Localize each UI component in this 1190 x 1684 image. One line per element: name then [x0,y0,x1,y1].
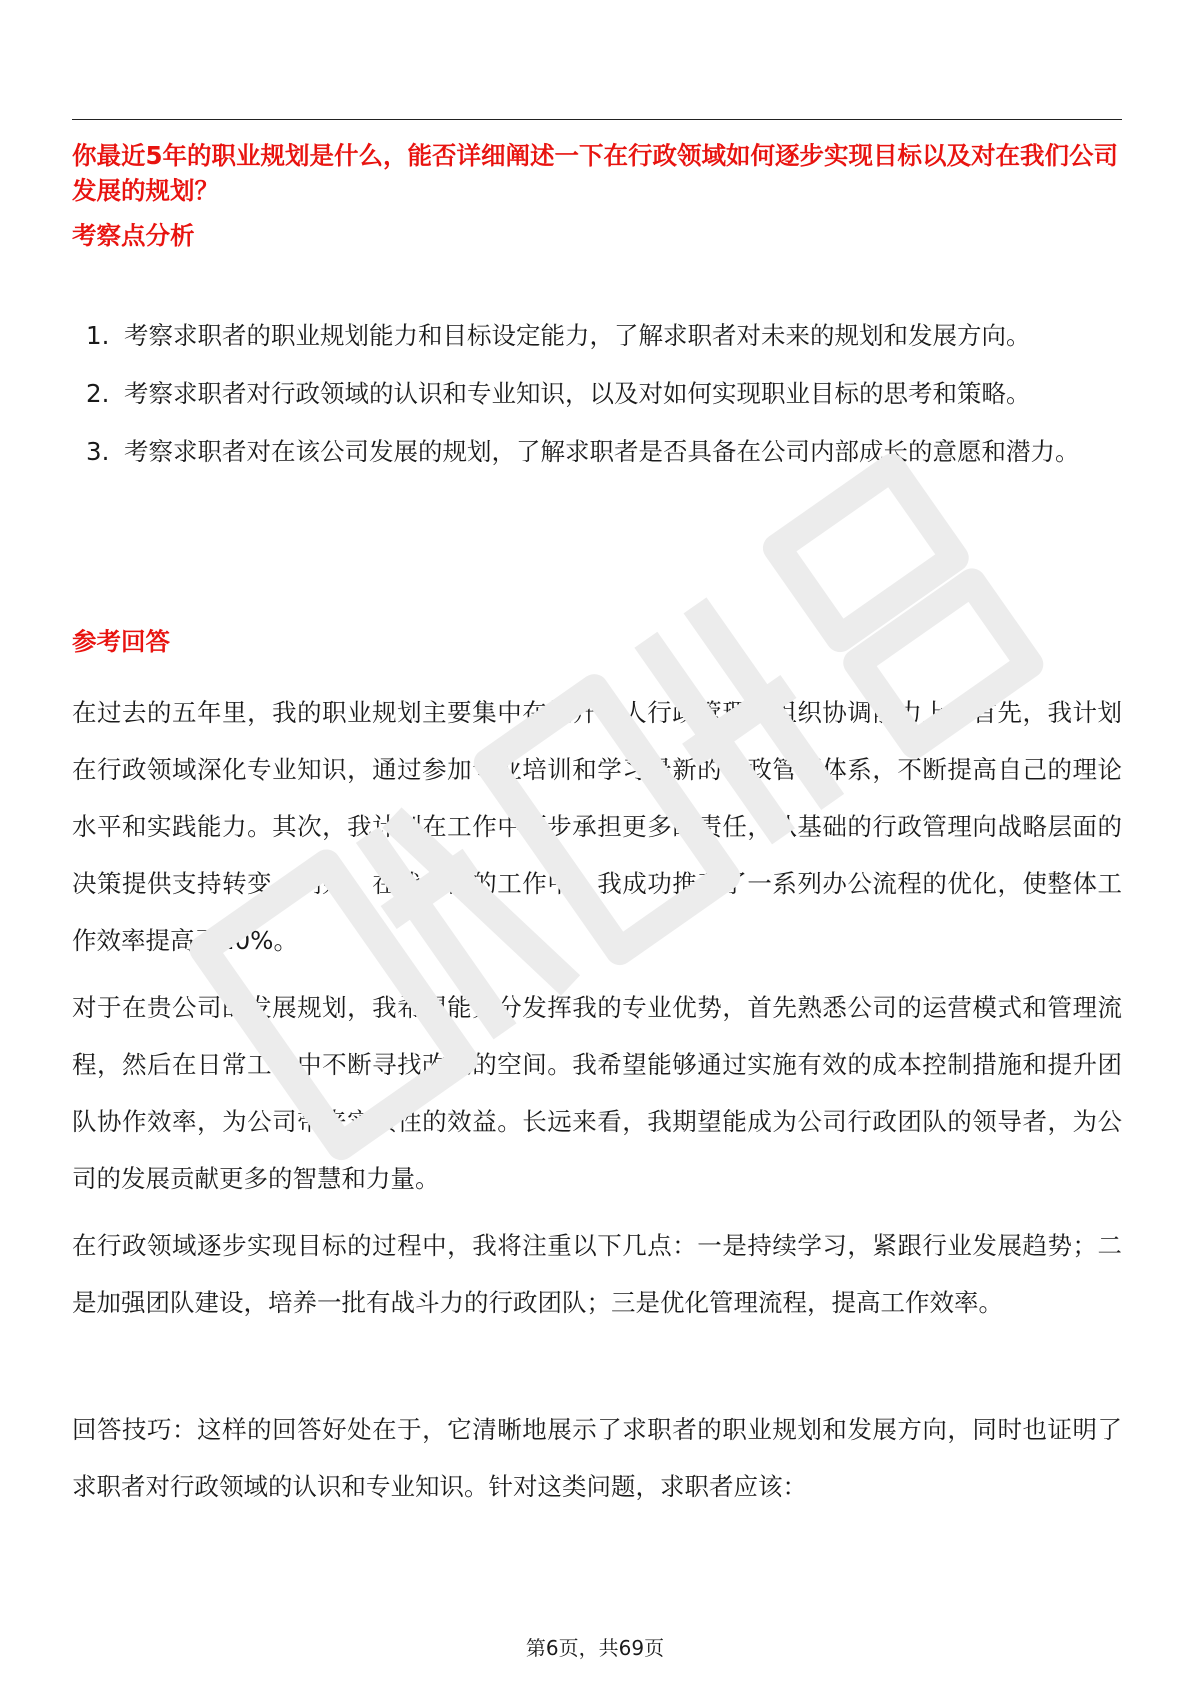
tips-paragraph: 回答技巧：这样的回答好处在于，它清晰地展示了求职者的职业规划和发展方向，同时也证明了求职者对行政领域的认识和专业知识。针对这类问题，求职者应该： [72,1415,1122,1501]
document-page [72,0,1122,1684]
analysis-item [72,307,1122,365]
item-text: 考察求职者对在该公司发展的规划，了解求职者是否具备在公司内部成长的意愿和潜力。 [124,437,1080,466]
answer-paragraph: 在过去的五年里，我的职业规划主要集中在提升个人行政管理和组织协调能力上。首先，我计划在行政领域深化专业知识，通过参加专业培训和学习最新的行政管理体系，不断提高自己的理论水平和实践能力。其次，我计划在工作中逐步承担更多的责任，从基础的行政管理向战略层面的决策提供支持转变。例如，在我之前的工作中，我成功推动了一系列办公流程的优化，使整体工作效率提高了20%。 [72,698,1122,955]
item-number: 3. [86,437,110,466]
answer-paragraph: 在行政领域逐步实现目标的过程中，我将注重以下几点：一是持续学习，紧跟行业发展趋势；二是加强团队建设，培养一批有战斗力的行政团队；三是优化管理流程，提高工作效率。 [72,1231,1122,1317]
page-footer: 第6页，共69页 [525,1636,665,1660]
top-divider [72,119,1122,120]
answer-heading: 参考回答 [72,627,170,656]
item-text: 考察求职者的职业规划能力和目标设定能力，了解求职者对未来的规划和发展方向。 [124,321,1031,350]
analysis-item [72,423,1122,481]
interview-question: 你最近5年的职业规划是什么，能否详细阐述一下在行政领域如何逐步实现目标以及对在我们公司发展的规划？ [72,141,1119,205]
item-text: 考察求职者对行政领域的认识和专业知识，以及对如何实现职业目标的思考和策略。 [124,379,1031,408]
answer-paragraph: 对于在贵公司的发展规划，我希望能充分发挥我的专业优势，首先熟悉公司的运营模式和管理流程，然后在日常工作中不断寻找改进的空间。我希望能够通过实施有效的成本控制措施和提升团队协作效率，为公司带来实质性的效益。长远来看，我期望能成为公司行政团队的领导者，为公司的发展贡献更多的智慧和力量。 [72,993,1122,1193]
item-number: 1. [86,321,110,350]
analysis-heading: 考察点分析 [72,221,195,250]
item-number: 2. [86,379,110,408]
analysis-list [72,307,1122,481]
analysis-item [72,365,1122,423]
